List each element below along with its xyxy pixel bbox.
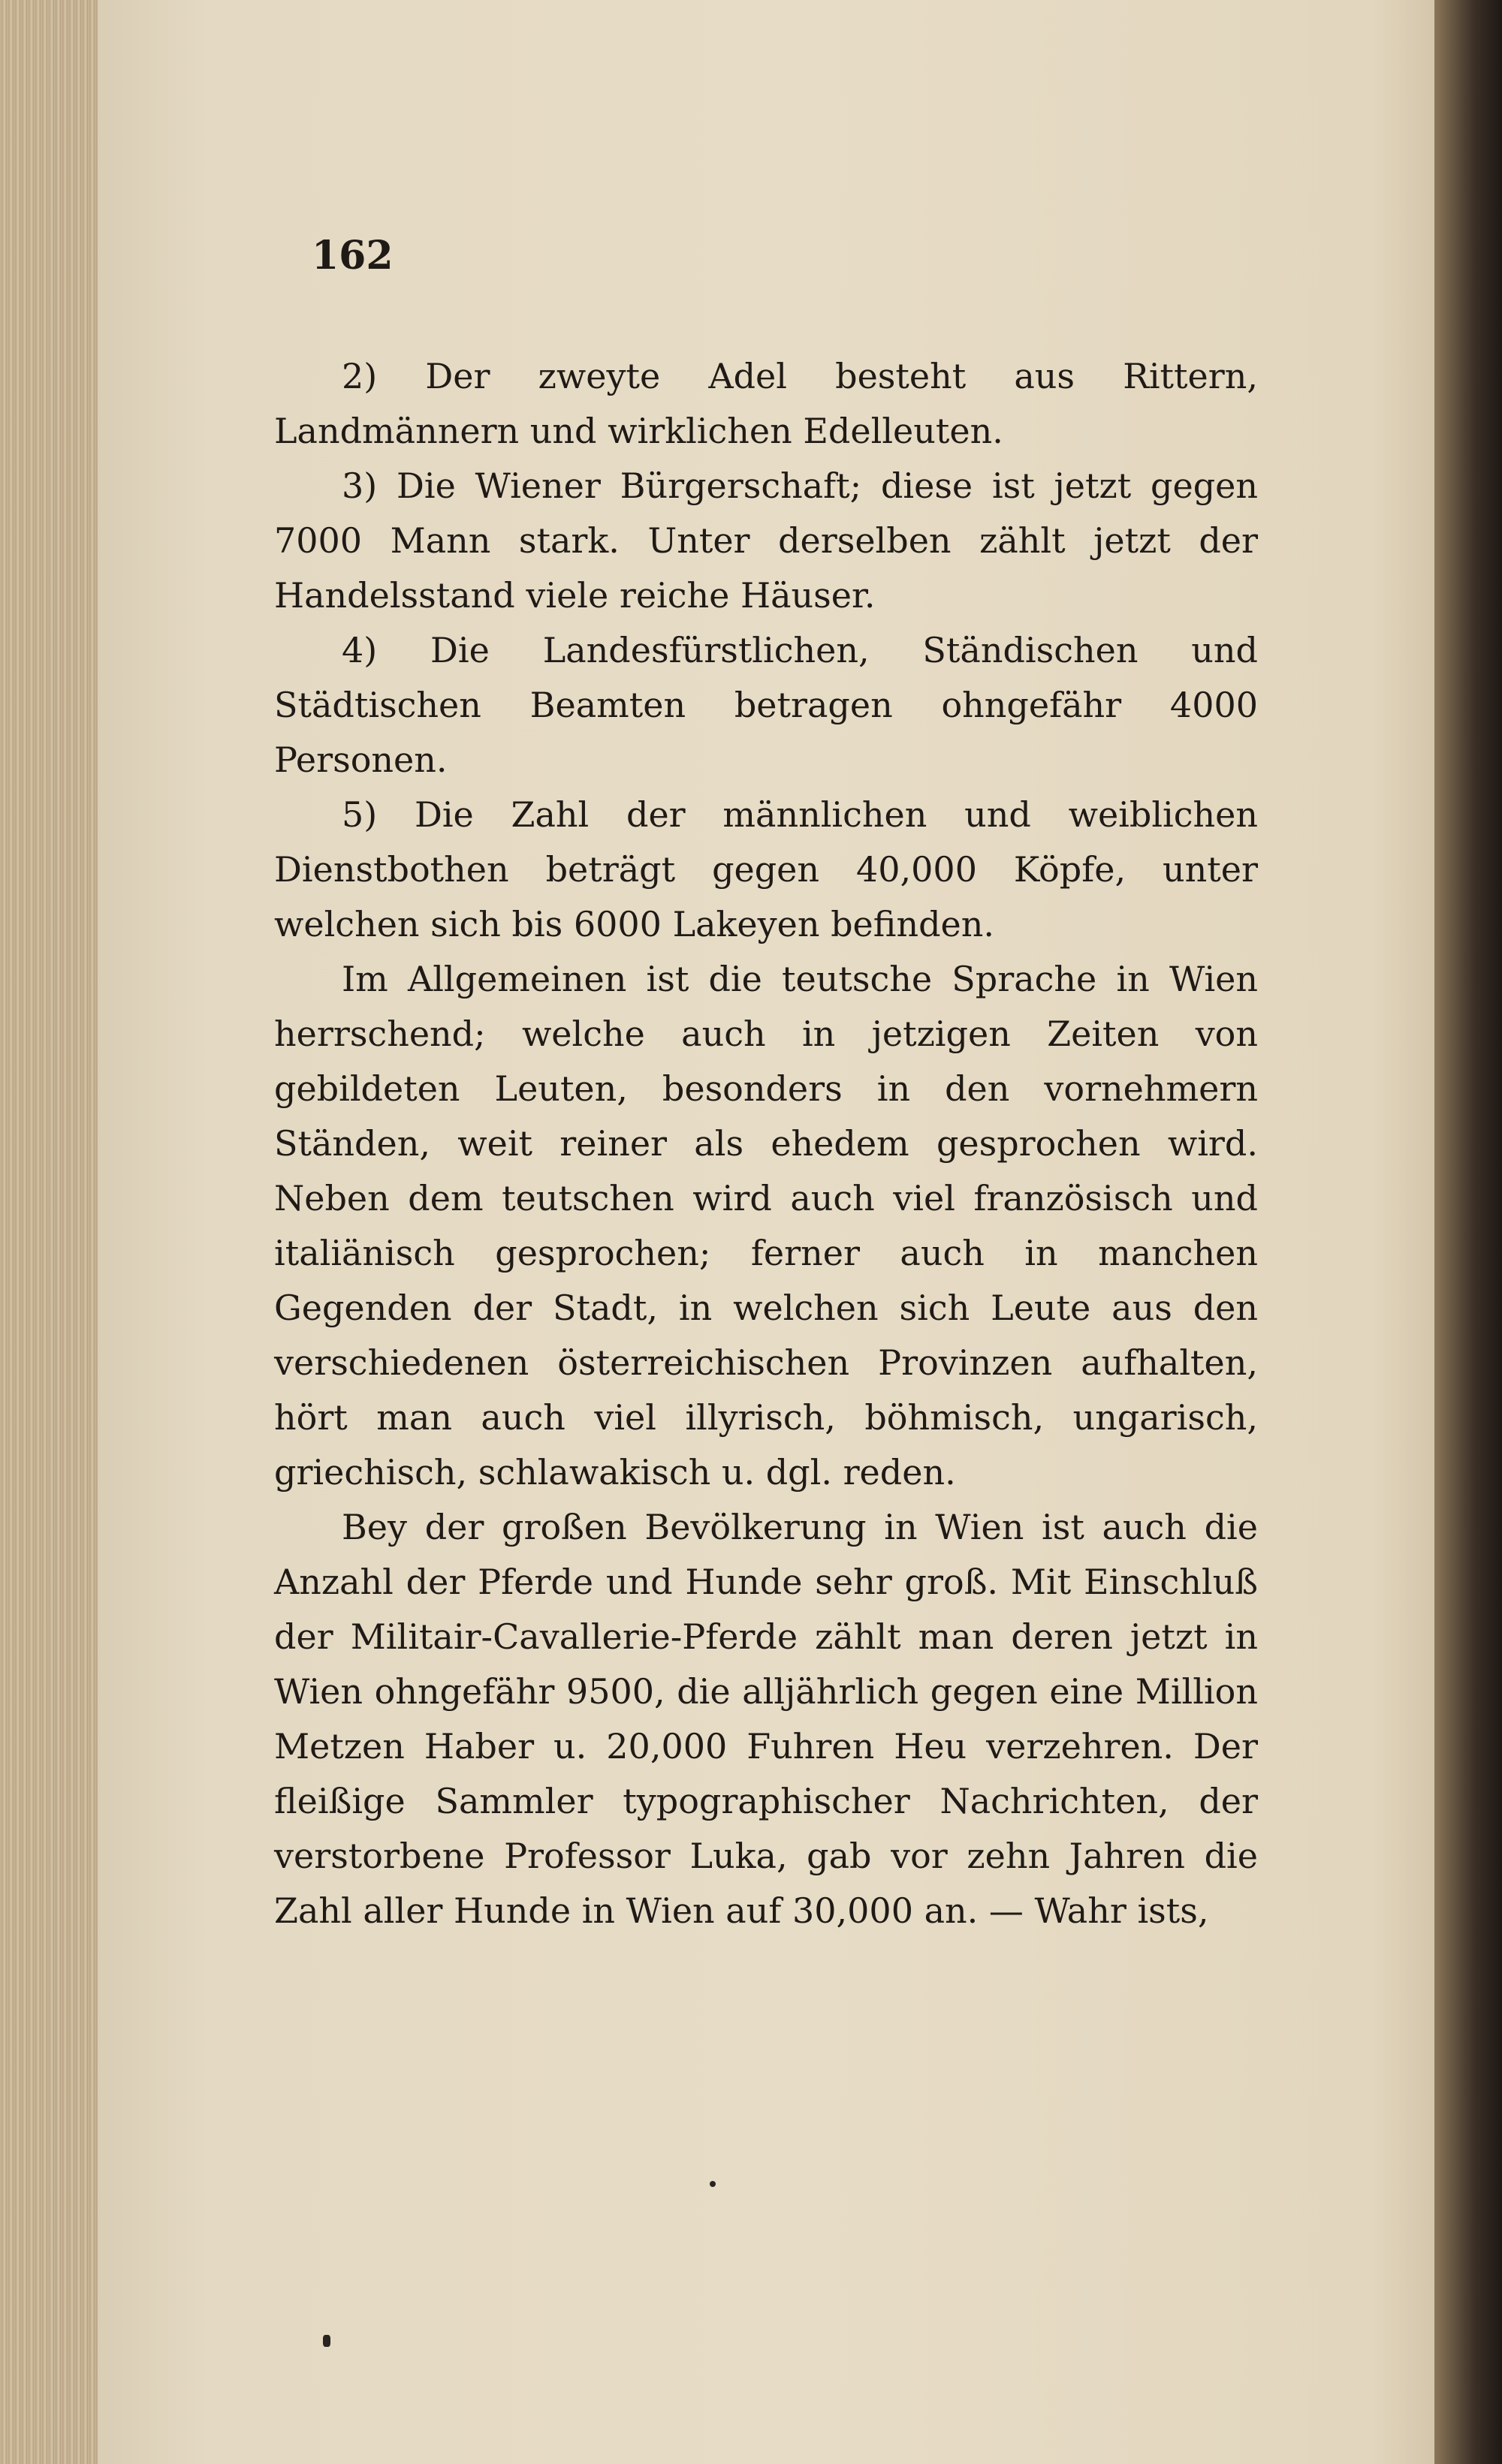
text-block [274,233,1258,1938]
ink-speck [323,2335,330,2347]
paragraph-item-3: 3) Die Wiener Bürgerschaft; diese ist jetzt gegen 7000 Mann stark. Unter derselben zählt jetzt der Handelsstand viele reiche Häuser. [274,465,1258,616]
book-binding [1434,0,1502,2464]
paragraph-language: Im Allgemeinen ist die teutsche Sprache in Wien herrschend; welche auch in jetzigen Zeiten von gebildeten Leuten, besonders in den vornehmern Ständen, weit reiner als ehedem gesprochen wird. Neben dem teutschen wird auch viel französisch und italiänisch gesprochen; ferner auch in manchen Gegenden der Stadt, in welchen sich Leute aus den verschiedenen österreichischen Provinzen aufhalten, hört man auch viel illyrisch, böhmisch, ungarisch, griechisch, schlawakisch u. dgl. reden. [274,959,1258,1493]
paragraph-item-2: 2) Der zweyte Adel besteht aus Rittern, Landmännern und wirklichen Edelleuten. [274,356,1258,451]
book-page [98,0,1483,2464]
ink-speck [710,2181,716,2187]
page-number: 162 [312,233,394,279]
paragraph-item-5: 5) Die Zahl der männlichen und weiblichen Dienstbothen beträgt gegen 40,000 Köpfe, unter welchen sich bis 6000 Lakeyen befinden. [274,794,1258,944]
paragraph-horses-dogs: Bey der großen Bevölkerung in Wien ist auch die Anzahl der Pferde und Hunde sehr groß. Mit Einschluß der Militair-Cavallerie-Pferde zählt man deren jetzt in Wien ohngefähr 9500, die alljährlich gegen eine Million Metzen Haber u. 20,000 Fuhren Heu verzehren. Der fleißige Sammler typographischer Nachrichten, der verstorbene Professor Luka, gab vor zehn Jahren die Zahl aller Hunde in Wien auf 30,000 an. — Wahr ists, [274,1507,1258,1931]
paragraph-item-4: 4) Die Landesfürstlichen, Ständischen und Städtischen Beamten betragen ohngefähr 4000 Personen. [274,630,1258,780]
page-edges [0,0,98,2464]
